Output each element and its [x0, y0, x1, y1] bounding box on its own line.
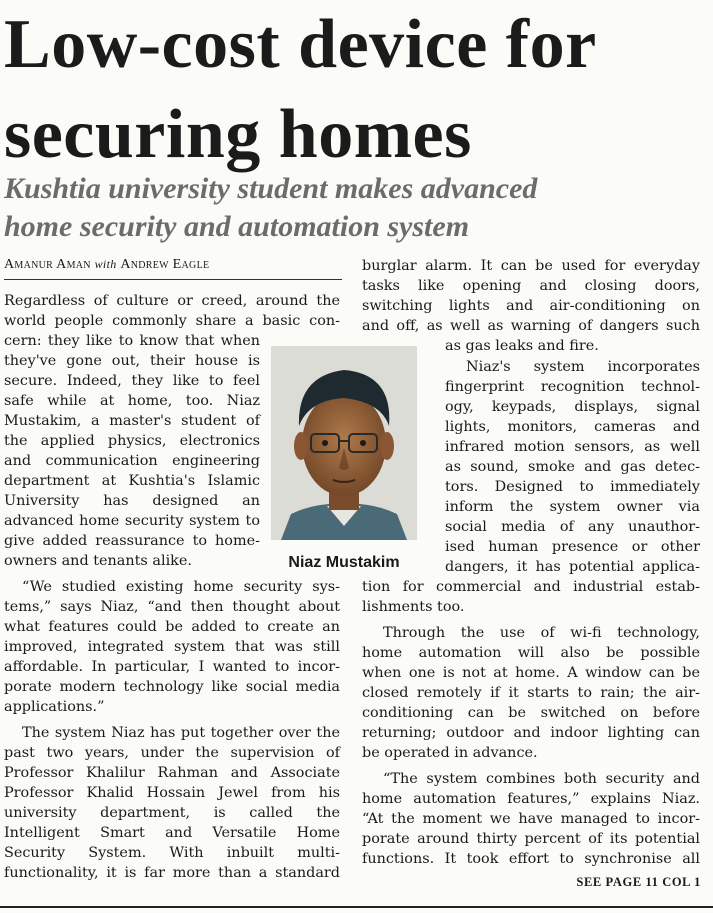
text-line: be operated in advance. — [362, 745, 538, 761]
text-line: dangers, it has potential applica- — [445, 559, 700, 575]
text-line: lishments too. — [362, 599, 465, 615]
text-line: functions. It took effort to synchronise all — [362, 851, 700, 867]
text-line: Regardless of culture or creed, around the — [4, 293, 340, 309]
text-line: porate around thirty percent of its potential — [362, 831, 700, 847]
text-line: owners and tenants alike. — [4, 553, 192, 569]
text-line: inform the system owner via — [445, 499, 700, 515]
byline — [4, 257, 344, 273]
text-line: The system Niaz has put together over the — [22, 725, 340, 741]
text-line: lights, monitors, cameras and — [445, 419, 700, 435]
text-line: “At the moment we have managed to incor- — [362, 811, 700, 827]
headline-line-1: Low-cost device for — [4, 6, 597, 83]
text-line: Niaz's system incorporates — [466, 359, 700, 375]
text-line: and off, as well as warning of dangers such — [362, 318, 700, 334]
headline-line-2: securing homes — [4, 96, 472, 173]
text-line: fingerprint recognition technol- — [445, 379, 700, 395]
text-line: tion for commercial and industrial estab- — [362, 579, 700, 595]
text-line: what features could be added to create an — [4, 619, 340, 635]
continued-on-jump: SEE PAGE 11 COL 1 — [576, 875, 701, 889]
portrait-photo — [271, 346, 417, 540]
byline-author: Amanur Aman — [4, 257, 91, 272]
text-line: affordable. In particular, I wanted to incor- — [4, 659, 340, 675]
text-line: improved, integrated system that was still — [4, 639, 340, 655]
text-line: as sound, smoke and gas detec- — [445, 459, 700, 475]
text-line: applications.” — [4, 699, 105, 715]
text-line: switching lights and air-conditioning on — [362, 298, 700, 314]
text-line: tors. Designed to immediately — [445, 479, 700, 495]
text-line: secure. Indeed, they like to feel — [4, 373, 260, 389]
text-line: Mustakim, a master's student of — [4, 413, 260, 429]
text-line: University has designed an — [4, 493, 260, 509]
deck — [4, 170, 704, 246]
bottom-rule — [0, 906, 713, 908]
text-line: “The system combines both security and — [383, 771, 700, 787]
text-line: advanced home security system to — [4, 513, 260, 529]
text-line: Security System. With inbuilt multi- — [4, 845, 340, 861]
text-line: tems,” says Niaz, “and then thought about — [4, 599, 340, 615]
text-line: tasks like opening and closing doors, — [362, 278, 700, 294]
text-line: cern: they like to know that when — [4, 333, 260, 349]
text-line: they've gone out, their house is — [4, 353, 260, 369]
byline-rule — [4, 279, 342, 280]
text-line: porate modern technology like social media — [4, 679, 340, 695]
text-line: and communication engineering — [4, 453, 260, 469]
text-line: the applied physics, electronics — [4, 433, 260, 449]
text-line: burglar alarm. It can be used for everyday — [362, 258, 700, 274]
text-line: infrared motion sensors, as well — [445, 439, 700, 455]
text-line: functionality, it is far more than a standard — [4, 865, 340, 881]
text-line: department at Kushtia's Islamic — [4, 473, 260, 489]
text-line: closed remotely if it starts to rain; the air- — [362, 685, 700, 701]
text-line: returning; outdoor and indoor lighting can — [362, 725, 700, 741]
text-line: home automation will also be possible — [362, 645, 700, 661]
headline — [4, 0, 709, 180]
text-line: university department, is called the — [4, 805, 340, 821]
byline-with: with — [94, 257, 117, 271]
text-line: Professor Khalid Hossain Jewel from his — [4, 785, 340, 801]
text-line: conditioning can be switched on before — [362, 705, 700, 721]
text-line: when one is not at home. A window can be — [362, 665, 700, 681]
byline-coauthor: Andrew Eagle — [120, 257, 210, 272]
text-line: world people commonly share a basic con- — [4, 313, 340, 329]
portrait-illustration — [271, 346, 417, 540]
photo-caption: Niaz Mustakim — [288, 554, 400, 571]
text-line: past two years, under the supervision of — [4, 745, 340, 761]
deck-line-1: Kushtia university student makes advanced — [4, 172, 538, 205]
text-line: as gas leaks and fire. — [445, 338, 599, 354]
text-line: home automation features,” explains Niaz. — [362, 791, 700, 807]
text-line: Through the use of wi-fi technology, — [383, 625, 700, 641]
text-line: Intelligent Smart and Versatile Home — [4, 825, 340, 841]
deck-line-2: home security and automation system — [4, 210, 470, 243]
text-line: ised human presence or other — [445, 539, 700, 555]
text-line: give added reassurance to home- — [4, 533, 260, 549]
text-line: “We studied existing home security sys- — [22, 579, 340, 595]
text-line: social media of any unauthor- — [445, 519, 700, 535]
text-line: ogy, keypads, displays, signal — [445, 399, 700, 415]
text-line: Professor Khalilur Rahman and Associate — [4, 765, 340, 781]
text-line: safe while at home, too. Niaz — [4, 393, 260, 409]
